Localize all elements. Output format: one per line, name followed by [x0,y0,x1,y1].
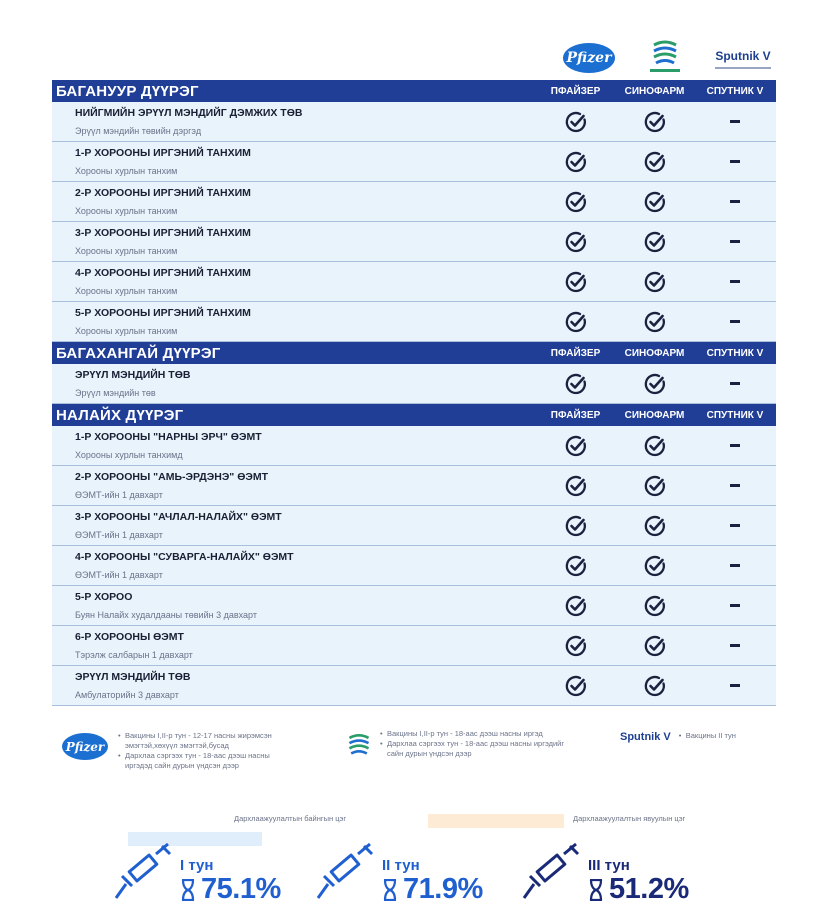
available-cell [615,142,694,181]
site-location: Эрүүл мэндийн төв [75,387,156,398]
site-name: 3-Р ХОРООНЫ ИРГЭНИЙ ТАНХИМ [75,226,251,239]
site-info [52,626,536,665]
site-row [52,666,776,706]
note-pfizer [62,731,288,771]
site-row [52,506,776,546]
column-header: СИНОФАРМ [624,347,685,359]
checkmark-icon [643,270,667,294]
checkmark-icon [643,474,667,498]
checkmark-icon [564,554,588,578]
unavailable-cell [694,102,776,141]
site-info [52,364,536,403]
stat-dose-label: III тун [588,857,630,874]
available-cell [536,222,615,261]
note-sputnik-line: • Вакцины II тун [679,731,736,741]
sinopharm-logo [643,32,687,76]
site-location: Хорооны хурлын танхимд [75,449,183,460]
unavailable-cell [694,302,776,341]
stat-percent: 75.1% [201,873,281,905]
column-header: СПУТНИК V [706,347,764,359]
note-pfizer-line: • Вакцины I,II-р тун - 12-17 насны жирэмсэн эмэгтэй,хөхүүл эмэгтэй,бусад [118,731,288,751]
dash-icon [730,382,740,385]
available-cell [536,506,615,545]
stat-dose-3 [520,842,689,904]
column-header: СИНОФАРМ [624,409,685,421]
available-cell [615,626,694,665]
site-location: Буян Налайх худалдааны төвийн 3 давхарт [75,609,257,620]
column-header: ПФАЙЗЕР [550,85,601,97]
dash-icon [730,444,740,447]
sputnik-logo [706,44,780,74]
dash-icon [730,564,740,567]
available-cell [615,586,694,625]
site-row [52,222,776,262]
site-info [52,506,536,545]
available-cell [615,364,694,403]
site-location: Хорооны хурлын танхим [75,165,178,176]
site-name: 2-Р ХОРООНЫ ИРГЭНИЙ ТАНХИМ [75,186,251,199]
available-cell [615,426,694,465]
dash-icon [730,320,740,323]
stat-percent: 51.2% [609,873,689,905]
district-header [52,342,776,364]
unavailable-cell [694,546,776,585]
checkmark-icon [643,434,667,458]
checkmark-icon [643,230,667,254]
checkmark-icon [643,110,667,134]
district-name: БАГАХАНГАЙ ДҮҮРЭГ [56,344,221,362]
unavailable-cell [694,262,776,301]
stat-dose-label: I тун [180,857,214,874]
unavailable-cell [694,364,776,403]
site-info [52,102,536,141]
site-name: 6-Р ХОРООНЫ ӨЭМТ [75,630,184,643]
site-name: НИЙГМИЙН ЭРҮҮЛ МЭНДИЙГ ДЭМЖИХ ТӨВ [75,106,303,119]
available-cell [536,466,615,505]
hourglass-icon [180,879,196,901]
site-row [52,302,776,342]
site-info [52,222,536,261]
site-info [52,302,536,341]
dash-icon [730,684,740,687]
site-location: Хорооны хурлын танхим [75,285,178,296]
syringe-icon [314,842,376,904]
site-row [52,182,776,222]
sinopharm-emblem-icon [650,37,680,67]
available-cell [615,182,694,221]
stat-dose-1 [112,842,281,904]
checkmark-icon [643,634,667,658]
site-row [52,364,776,404]
legend-mobile-swatch [428,814,564,828]
available-cell [536,546,615,585]
dash-icon [730,280,740,283]
site-name: 2-Р ХОРООНЫ "АМЬ-ЭРДЭНЭ" ӨЭМТ [75,470,268,483]
available-cell [536,586,615,625]
stat-percent: 71.9% [403,873,483,905]
available-cell [536,426,615,465]
district-header [52,404,776,426]
available-cell [536,626,615,665]
pfizer-logo-text: Pfizer [563,43,615,73]
available-cell [536,302,615,341]
checkmark-icon [564,230,588,254]
site-name: 4-Р ХОРООНЫ "СУВАРГА-НАЛАЙХ" ӨЭМТ [75,550,294,563]
vaccine-notes [0,725,825,785]
dash-icon [730,604,740,607]
site-info [52,546,536,585]
available-cell [615,466,694,505]
sinopharm-emblem-icon [346,729,372,759]
sinopharm-wordmark [650,69,680,72]
note-sinopharm-line: • Дархлаа сэргээх тун - 18-аас дээш насны иргэдийг сайн дурын үндсэн дээр [380,739,565,759]
site-row [52,466,776,506]
dash-icon [730,200,740,203]
unavailable-cell [694,466,776,505]
checkmark-icon [564,674,588,698]
dash-icon [730,524,740,527]
legend-permanent-site: Дархлаажуулалтын байнгын цэг [234,814,347,823]
site-row [52,142,776,182]
site-info [52,466,536,505]
dash-icon [730,240,740,243]
checkmark-icon [564,150,588,174]
checkmark-icon [564,474,588,498]
site-name: 4-Р ХОРООНЫ ИРГЭНИЙ ТАНХИМ [75,266,251,279]
unavailable-cell [694,222,776,261]
site-location: Эрүүл мэндийн төвийн дэргэд [75,125,202,136]
site-name: ЭРҮҮЛ МЭНДИЙН ТӨВ [75,368,191,381]
site-location: ӨЭМТ-ийн 1 давхарт [75,569,163,580]
checkmark-icon [643,190,667,214]
site-name: 1-Р ХОРООНЫ ИРГЭНИЙ ТАНХИМ [75,146,251,159]
hourglass-icon [588,879,604,901]
checkmark-icon [564,434,588,458]
vaccination-sites-table [52,80,776,706]
site-row [52,262,776,302]
note-sinopharm-line: • Вакцины I,II-р тун - 18-аас дээш насны иргэд [380,729,565,739]
site-info [52,142,536,181]
sputnik-logo-tagline [715,67,771,69]
column-header: ПФАЙЗЕР [550,347,601,359]
checkmark-icon [643,674,667,698]
checkmark-icon [643,310,667,334]
dose-statistics [0,838,825,918]
available-cell [615,262,694,301]
available-cell [615,102,694,141]
site-location: Хорооны хурлын танхим [75,205,178,216]
district-name: БАГАНУУР ДҮҮРЭГ [56,82,199,100]
dash-icon [730,484,740,487]
checkmark-icon [564,190,588,214]
available-cell [536,102,615,141]
site-location: Хорооны хурлын танхим [75,325,178,336]
syringe-icon [520,842,582,904]
unavailable-cell [694,182,776,221]
site-name: 5-Р ХОРОО [75,590,133,603]
unavailable-cell [694,666,776,705]
unavailable-cell [694,142,776,181]
checkmark-icon [564,270,588,294]
checkmark-icon [564,110,588,134]
site-info [52,262,536,301]
unavailable-cell [694,426,776,465]
site-info [52,666,536,705]
note-sinopharm [346,729,565,759]
site-row [52,546,776,586]
unavailable-cell [694,506,776,545]
site-location: ӨЭМТ-ийн 1 давхарт [75,489,163,500]
site-location: ӨЭМТ-ийн 1 давхарт [75,529,163,540]
pfizer-logo-small: Pfizer [62,733,108,760]
site-name: 5-Р ХОРООНЫ ИРГЭНИЙ ТАНХИМ [75,306,251,319]
unavailable-cell [694,586,776,625]
available-cell [536,262,615,301]
unavailable-cell [694,626,776,665]
checkmark-icon [564,634,588,658]
checkmark-icon [643,594,667,618]
available-cell [536,666,615,705]
checkmark-icon [643,150,667,174]
stat-dose-label: II тун [382,857,420,874]
available-cell [536,142,615,181]
site-row [52,102,776,142]
checkmark-icon [643,554,667,578]
site-location: Амбулаторийн 3 давхарт [75,689,179,700]
dash-icon [730,644,740,647]
available-cell [615,302,694,341]
available-cell [536,182,615,221]
checkmark-icon [643,514,667,538]
district-header [52,80,776,102]
site-name: 3-Р ХОРООНЫ "АЧЛАЛ-НАЛАЙХ" ӨЭМТ [75,510,282,523]
checkmark-icon [643,372,667,396]
checkmark-icon [564,514,588,538]
available-cell [615,222,694,261]
available-cell [536,364,615,403]
stat-dose-2 [314,842,483,904]
note-pfizer-line: • Дархлаа сэргээх тун - 18-аас дээш насны иргэдэд сайн дурын үндсэн дээр [118,751,288,771]
hourglass-icon [382,879,398,901]
available-cell [615,546,694,585]
column-header: СПУТНИК V [706,85,764,97]
column-header: ПФАЙЗЕР [550,409,601,421]
column-header: СПУТНИК V [706,409,764,421]
dash-icon [730,160,740,163]
site-row [52,626,776,666]
district-name: НАЛАЙХ ДҮҮРЭГ [56,406,184,424]
site-name: ЭРҮҮЛ МЭНДИЙН ТӨВ [75,670,191,683]
syringe-icon [112,842,174,904]
pfizer-logo [563,42,615,74]
checkmark-icon [564,310,588,334]
checkmark-icon [564,594,588,618]
available-cell [615,666,694,705]
checkmark-icon [564,372,588,396]
sputnik-logo-small: Sputnik V [620,731,671,743]
note-sputnik [620,731,736,743]
site-info [52,426,536,465]
brand-logos [0,30,825,80]
dash-icon [730,120,740,123]
site-location: Тэрэлж салбарын 1 давхарт [75,649,193,660]
column-header: СИНОФАРМ [624,85,685,97]
site-row [52,426,776,466]
site-info [52,182,536,221]
available-cell [615,506,694,545]
site-row [52,586,776,626]
sputnik-logo-text: Sputnik V [715,49,771,63]
legend-mobile-site: Дархлаажуулалтын явуулын цэг [573,814,686,823]
site-location: Хорооны хурлын танхим [75,245,178,256]
site-name: 1-Р ХОРООНЫ "НАРНЫ ЭРЧ" ӨЭМТ [75,430,262,443]
site-info [52,586,536,625]
